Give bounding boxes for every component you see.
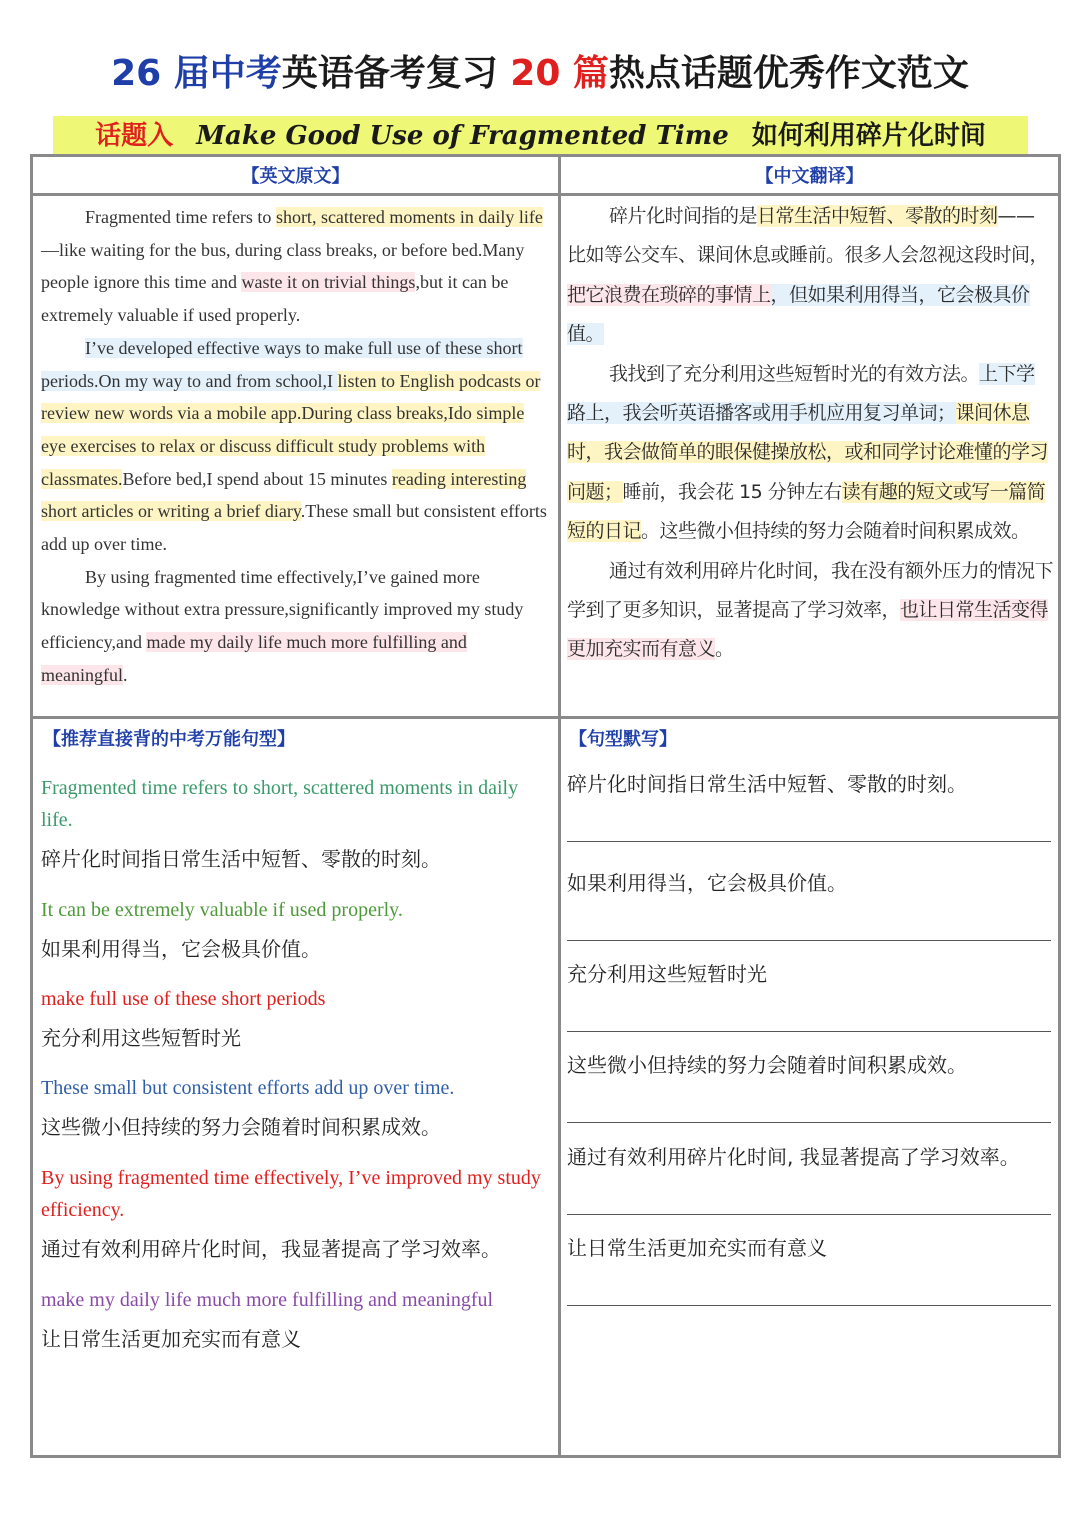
chinese-translation-header: 【中文翻译】 — [755, 166, 864, 187]
dictation-item — [567, 769, 1053, 842]
sentence-chinese: 让日常生活更加充实而有意义 — [41, 1327, 301, 1351]
sentence-english: make my daily life much more fulfilling and meaningful — [41, 1289, 494, 1311]
dictation-item — [567, 1142, 1053, 1215]
title-part-1: 26 届中考 — [111, 53, 282, 94]
chinese-translation — [567, 197, 1053, 670]
chinese-paragraph-2: 我找到了充分利用这些短暂时光的有效方法。上下学路上，我会听英语播客或用手机应用复习单词；课间休息时，我会做简单的眼保健操放松，或和同学讨论难懂的学习问题；睡前，我会花 15 分钟左右读有趣的短文或写一篇简短的日记。这些微小但持续的努力会随着时间积累成效。 — [567, 362, 1049, 543]
topic-bar — [53, 116, 1028, 154]
dictation-item — [567, 1233, 1053, 1306]
answer-line[interactable] — [567, 841, 1051, 842]
title-part-4: 热点话题 — [608, 53, 753, 94]
english-essay — [41, 201, 549, 692]
content-table — [30, 154, 1061, 1458]
chinese-paragraph-3: 通过有效利用碎片化时间，我在没有额外压力的情况下学到了更多知识，显著提高了学习效率，也让日常生活变得更加充实而有意义。 — [567, 559, 1054, 661]
sentence-chinese: 这些微小但持续的努力会随着时间积累成效。 — [41, 1115, 441, 1139]
section-divider — [33, 716, 1058, 719]
english-paragraph-1: Fragmented time refers to short, scattered moments in daily life—like waiting for the bus, during class breaks, or before bed.Many people ignore this time and waste it on trivial things,but it can be extremely valuable if used properly. — [41, 207, 543, 326]
english-original-header: 【英文原文】 — [241, 166, 350, 187]
sentence-pair — [41, 983, 546, 1053]
page-title — [0, 50, 1080, 98]
answer-line[interactable] — [567, 1305, 1051, 1306]
dictation-prompt: 这些微小但持续的努力会随着时间积累成效。 — [567, 1053, 967, 1077]
sentence-pair — [41, 894, 546, 964]
dictation-prompt: 让日常生活更加充实而有意义 — [567, 1236, 827, 1260]
english-paragraph-2: I’ve developed effective ways to make full use of these short periods.On my way to and from school,I listen to English podcasts or review new words via a mobile app.During class breaks,Ido simple eye exercises to relax or discuss difficult study problems with classmates.Before bed,I spend about 15 minutes reading interesting short articles or writing a brief diary.These small but consistent efforts add up over time. — [41, 337, 547, 555]
sentence-english: By using fragmented time effectively, I’ve improved my study efficiency. — [41, 1167, 541, 1221]
sentence-chinese: 通过有效利用碎片化时间，我显著提高了学习效率。 — [41, 1237, 501, 1261]
sentence-english: These small but consistent efforts add up over time. — [41, 1077, 455, 1099]
header-divider — [33, 193, 1058, 196]
topic-english-title: Make Good Use of Fragmented Time — [196, 121, 729, 151]
sentence-pair — [41, 1284, 546, 1354]
sentence-english: It can be extremely valuable if used properly. — [41, 899, 403, 921]
sentence-pair — [41, 1072, 546, 1142]
column-divider — [558, 157, 561, 1455]
sentence-chinese: 充分利用这些短暂时光 — [41, 1026, 241, 1050]
sentence-english: Fragmented time refers to short, scattered moments in daily life. — [41, 777, 519, 831]
dictation-prompt: 充分利用这些短暂时光 — [567, 962, 767, 986]
english-paragraph-3: By using fragmented time effectively,I’ve gained more knowledge without extra pressure,significantly improved my study efficiency,and made my daily life much more fulfilling and meaningful. — [41, 566, 524, 685]
chinese-paragraph-1: 碎片化时间指的是日常生活中短暂、零散的时刻——比如等公交车、课间休息或睡前。很多人会忽视这段时间，把它浪费在琐碎的事情上，但如果利用得当，它会极具价值。 — [567, 205, 1049, 346]
sentence-pair — [41, 772, 546, 874]
title-part-5: 优秀作文范文 — [752, 53, 969, 94]
dictation-prompt: 如果利用得当，它会极具价值。 — [567, 871, 847, 895]
dictation-prompt: 碎片化时间指日常生活中短暂、零散的时刻。 — [567, 772, 967, 796]
dictation-item — [567, 868, 1053, 941]
answer-line[interactable] — [567, 940, 1051, 941]
dictation-item — [567, 1050, 1053, 1123]
answer-line[interactable] — [567, 1122, 1051, 1123]
topic-chinese-title: 如何利用碎片化时间 — [751, 121, 986, 151]
topic-label: 话题入 — [95, 121, 174, 151]
sentence-pair — [41, 1162, 546, 1264]
dictation-item — [567, 959, 1053, 1032]
dictation-prompt: 通过有效利用碎片化时间, 我显著提高了学习效率。 — [567, 1145, 1020, 1169]
sentence-chinese: 如果利用得当，它会极具价值。 — [41, 937, 321, 961]
title-part-2: 英语备考复习 — [281, 53, 498, 94]
sentence-dictation-header: 【句型默写】 — [569, 729, 677, 750]
answer-line[interactable] — [567, 1031, 1051, 1032]
recommended-sentences-header: 【推荐直接背的中考万能句型】 — [43, 729, 295, 750]
sentence-english: make full use of these short periods — [41, 988, 326, 1010]
title-part-3: 20 篇 — [510, 53, 609, 94]
answer-line[interactable] — [567, 1214, 1051, 1215]
sentence-chinese: 碎片化时间指日常生活中短暂、零散的时刻。 — [41, 847, 441, 871]
